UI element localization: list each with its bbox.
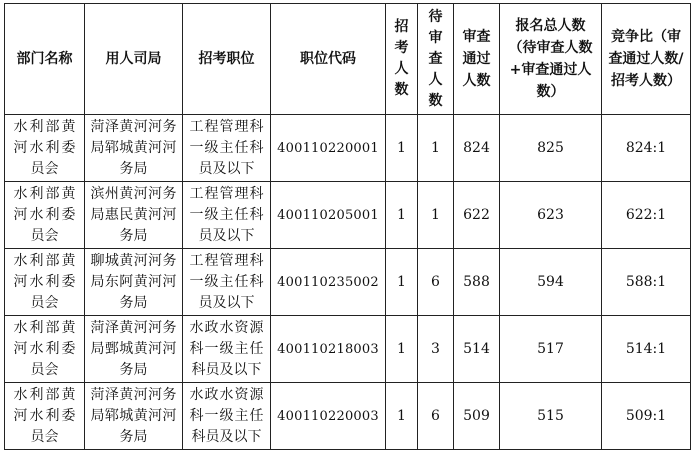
table-row xyxy=(5,316,691,383)
cell-org: 菏泽黄河河务局郓城黄河河务局 xyxy=(85,383,183,450)
cell-position: 工程管理科一级主任科员及以下 xyxy=(183,182,271,249)
cell-org: 聊城黄河河务局东阿黄河河务局 xyxy=(85,249,183,316)
cell-org: 菏泽黄河河务局鄄城黄河河务局 xyxy=(85,316,183,383)
cell-ratio: 509:1 xyxy=(602,383,691,450)
header-passed: 审查通过人数 xyxy=(454,4,500,115)
cell-ratio: 514:1 xyxy=(602,316,691,383)
cell-code: 400110235002 xyxy=(271,249,386,316)
cell-pending: 1 xyxy=(418,182,454,249)
cell-hires: 1 xyxy=(386,383,418,450)
table-header xyxy=(5,4,691,115)
cell-dept: 水利部黄河水利委员会 xyxy=(5,182,85,249)
cell-hires: 1 xyxy=(386,249,418,316)
cell-code: 400110220001 xyxy=(271,115,386,182)
cell-total: 515 xyxy=(500,383,602,450)
cell-total: 594 xyxy=(500,249,602,316)
cell-total: 623 xyxy=(500,182,602,249)
table-row xyxy=(5,383,691,450)
cell-dept: 水利部黄河水利委员会 xyxy=(5,383,85,450)
header-ratio: 竞争比（审查通过人数/招考人数） xyxy=(602,4,691,115)
cell-position: 工程管理科一级主任科员及以下 xyxy=(183,115,271,182)
header-org: 用人司局 xyxy=(85,4,183,115)
cell-passed: 509 xyxy=(454,383,500,450)
cell-hires: 1 xyxy=(386,316,418,383)
cell-total: 825 xyxy=(500,115,602,182)
cell-dept: 水利部黄河水利委员会 xyxy=(5,316,85,383)
cell-dept: 水利部黄河水利委员会 xyxy=(5,115,85,182)
recruitment-table xyxy=(4,3,691,450)
cell-hires: 1 xyxy=(386,182,418,249)
header-dept: 部门名称 xyxy=(5,4,85,115)
cell-code: 400110205001 xyxy=(271,182,386,249)
header-pending: 待审查人数 xyxy=(418,4,454,115)
cell-hires: 1 xyxy=(386,115,418,182)
cell-pending: 6 xyxy=(418,249,454,316)
cell-code: 400110218003 xyxy=(271,316,386,383)
table-row xyxy=(5,182,691,249)
header-code: 职位代码 xyxy=(271,4,386,115)
cell-code: 400110220003 xyxy=(271,383,386,450)
cell-pending: 3 xyxy=(418,316,454,383)
cell-passed: 622 xyxy=(454,182,500,249)
cell-position: 水政水资源科一级主任科员及以下 xyxy=(183,316,271,383)
cell-org: 滨州黄河河务局惠民黄河河务局 xyxy=(85,182,183,249)
cell-ratio: 622:1 xyxy=(602,182,691,249)
cell-passed: 824 xyxy=(454,115,500,182)
cell-total: 517 xyxy=(500,316,602,383)
table-body xyxy=(5,115,691,450)
cell-ratio: 824:1 xyxy=(602,115,691,182)
header-row xyxy=(5,4,691,115)
cell-pending: 1 xyxy=(418,115,454,182)
cell-position: 工程管理科一级主任科员及以下 xyxy=(183,249,271,316)
table-row xyxy=(5,115,691,182)
cell-position: 水政水资源科一级主任科员及以下 xyxy=(183,383,271,450)
cell-passed: 514 xyxy=(454,316,500,383)
header-total: 报名总人数（待审查人数+审查通过人数） xyxy=(500,4,602,115)
cell-org: 菏泽黄河河务局郓城黄河河务局 xyxy=(85,115,183,182)
header-position: 招考职位 xyxy=(183,4,271,115)
header-hires: 招考人数 xyxy=(386,4,418,115)
table-row xyxy=(5,249,691,316)
cell-passed: 588 xyxy=(454,249,500,316)
cell-ratio: 588:1 xyxy=(602,249,691,316)
cell-dept: 水利部黄河水利委员会 xyxy=(5,249,85,316)
cell-pending: 6 xyxy=(418,383,454,450)
